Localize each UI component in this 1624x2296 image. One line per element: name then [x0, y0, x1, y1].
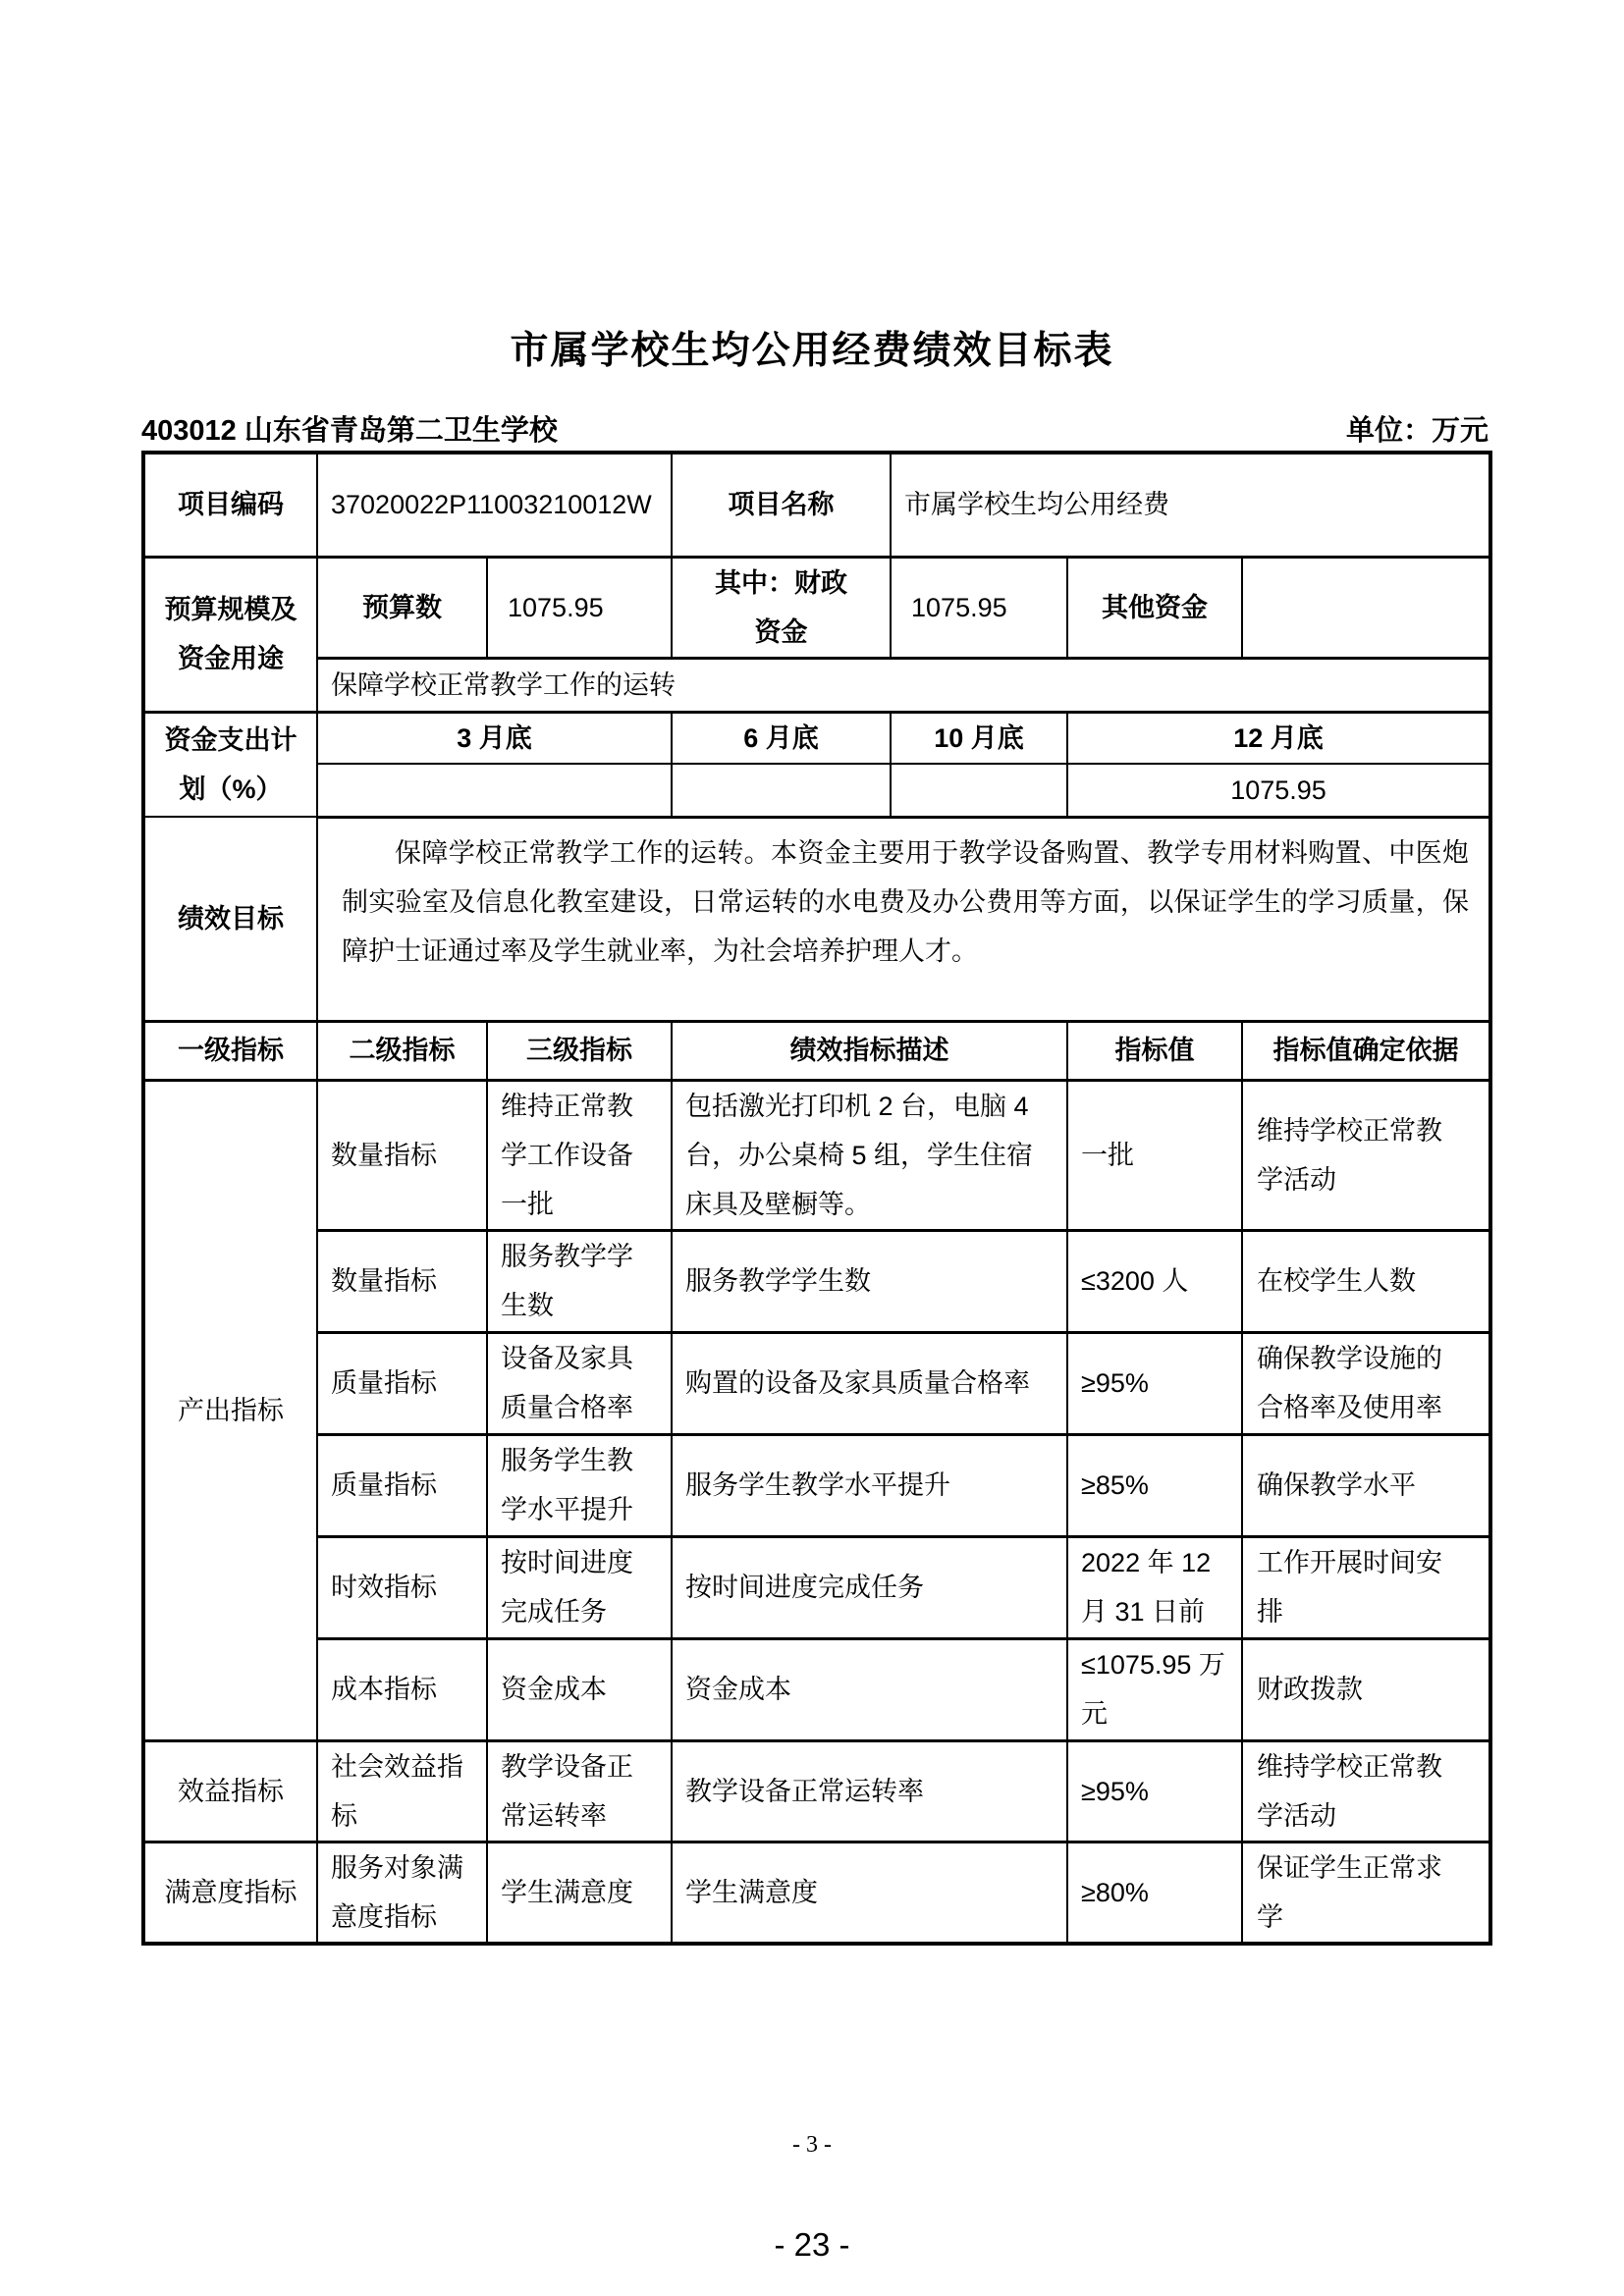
indicator-row — [143, 1080, 1490, 1230]
row-performance-goal — [143, 817, 1490, 1021]
value-cell: ≤1075.95 万元 — [1067, 1638, 1242, 1740]
level3-cell: 按时间进度完成任务 — [487, 1536, 672, 1638]
budget-label: 预算数 — [317, 557, 487, 658]
basis-cell: 财政拨款 — [1242, 1638, 1490, 1740]
level1-output: 产出指标 — [143, 1080, 317, 1740]
description-cell: 服务教学学生数 — [672, 1230, 1067, 1332]
basis-cell: 确保教学水平 — [1242, 1434, 1490, 1536]
performance-target-table — [141, 451, 1492, 1946]
header-description: 绩效指标描述 — [672, 1021, 1067, 1080]
description-cell: 购置的设备及家具质量合格率 — [672, 1332, 1067, 1434]
page-title: 市属学校生均公用经费绩效目标表 — [510, 330, 1114, 372]
level3-cell: 维持正常教学工作设备一批 — [487, 1080, 672, 1230]
value-cell: ≤3200 人 — [1067, 1230, 1242, 1332]
indicator-row — [143, 1842, 1490, 1944]
project-name-label: 项目名称 — [672, 453, 891, 557]
budget-section-label: 预算规模及资金用途 — [143, 557, 317, 712]
row-project — [143, 453, 1490, 557]
header-value: 指标值 — [1067, 1021, 1242, 1080]
fund-usage-text: 保障学校正常教学工作的运转 — [317, 658, 1490, 712]
spending-col-october: 10 月底 — [891, 712, 1067, 764]
indicator-row — [143, 1536, 1490, 1638]
basis-cell: 工作开展时间安排 — [1242, 1536, 1490, 1638]
level3-cell: 服务教学学生数 — [487, 1230, 672, 1332]
description-cell: 学生满意度 — [672, 1842, 1067, 1944]
basis-cell: 保证学生正常求学 — [1242, 1842, 1490, 1944]
description-cell: 资金成本 — [672, 1638, 1067, 1740]
performance-goal-text: 保障学校正常教学工作的运转。本资金主要用于教学设备购置、教学专用材料购置、中医炮制实验室及信息化教室建设，日常运转的水电费及办公费用等方面，以保证学生的学习质量，保障护士证通过率及学生就业率，为社会培养护理人才。 — [317, 817, 1490, 1021]
level2-cell: 数量指标 — [317, 1080, 487, 1230]
page-number-inner: - 3 - — [792, 2132, 832, 2158]
level3-cell: 设备及家具质量合格率 — [487, 1332, 672, 1434]
fiscal-funds-value: 1075.95 — [891, 557, 1067, 658]
header-basis: 指标值确定依据 — [1242, 1021, 1490, 1080]
spending-value-june — [672, 764, 891, 817]
row-indicator-headers — [143, 1021, 1490, 1080]
spending-col-june: 6 月底 — [672, 712, 891, 764]
indicator-row — [143, 1740, 1490, 1842]
project-name-value: 市属学校生均公用经费 — [891, 453, 1490, 557]
fiscal-funds-label: 其中：财政资金 — [672, 557, 891, 658]
spending-value-december: 1075.95 — [1067, 764, 1490, 817]
level2-cell: 服务对象满意度指标 — [317, 1842, 487, 1944]
level3-cell: 资金成本 — [487, 1638, 672, 1740]
project-code-value: 37020022P11003210012W — [317, 453, 672, 557]
description-cell: 服务学生教学水平提升 — [672, 1434, 1067, 1536]
performance-goal-label: 绩效目标 — [143, 817, 317, 1021]
level2-cell: 成本指标 — [317, 1638, 487, 1740]
level2-cell: 数量指标 — [317, 1230, 487, 1332]
page-number-outer: - 23 - — [774, 2226, 850, 2263]
description-cell: 教学设备正常运转率 — [672, 1740, 1067, 1842]
level1-benefit: 效益指标 — [143, 1740, 317, 1842]
basis-cell: 在校学生人数 — [1242, 1230, 1490, 1332]
subtitle-row — [141, 408, 1489, 449]
indicator-row — [143, 1332, 1490, 1434]
value-cell: ≥95% — [1067, 1740, 1242, 1842]
spending-col-december: 12 月底 — [1067, 712, 1490, 764]
spending-value-october — [891, 764, 1067, 817]
description-cell: 按时间进度完成任务 — [672, 1536, 1067, 1638]
header-level1: 一级指标 — [143, 1021, 317, 1080]
value-cell: 2022 年 12 月 31 日前 — [1067, 1536, 1242, 1638]
other-funds-value — [1242, 557, 1490, 658]
level1-satisfaction: 满意度指标 — [143, 1842, 317, 1944]
basis-cell: 维持学校正常教学活动 — [1242, 1080, 1490, 1230]
basis-cell: 维持学校正常教学活动 — [1242, 1740, 1490, 1842]
level3-cell: 学生满意度 — [487, 1842, 672, 1944]
level2-cell: 质量指标 — [317, 1332, 487, 1434]
project-code-label: 项目编码 — [143, 453, 317, 557]
value-cell: ≥85% — [1067, 1434, 1242, 1536]
basis-cell: 确保教学设施的合格率及使用率 — [1242, 1332, 1490, 1434]
row-budget — [143, 557, 1490, 658]
indicator-row — [143, 1434, 1490, 1536]
row-fund-usage — [143, 658, 1490, 712]
level3-cell: 服务学生教学水平提升 — [487, 1434, 672, 1536]
performance-table-wrapper — [141, 451, 1492, 1946]
org-code-name: 403012 山东省青岛第二卫生学校 — [141, 415, 558, 447]
indicator-row — [143, 1638, 1490, 1740]
value-cell: ≥80% — [1067, 1842, 1242, 1944]
other-funds-label: 其他资金 — [1067, 557, 1242, 658]
header-level3: 三级指标 — [487, 1021, 672, 1080]
level2-cell: 质量指标 — [317, 1434, 487, 1536]
unit-label: 单位：万元 — [1345, 415, 1489, 447]
spending-plan-label: 资金支出计划（%） — [143, 712, 317, 817]
header-level2: 二级指标 — [317, 1021, 487, 1080]
indicator-row — [143, 1230, 1490, 1332]
row-spending-headers — [143, 712, 1490, 764]
budget-value: 1075.95 — [487, 557, 672, 658]
row-spending-values — [143, 764, 1490, 817]
value-cell: ≥95% — [1067, 1332, 1242, 1434]
spending-value-march — [317, 764, 672, 817]
level3-cell: 教学设备正常运转率 — [487, 1740, 672, 1842]
value-cell: 一批 — [1067, 1080, 1242, 1230]
level2-cell: 社会效益指标 — [317, 1740, 487, 1842]
spending-col-march: 3 月底 — [317, 712, 672, 764]
description-cell: 包括激光打印机 2 台，电脑 4 台，办公桌椅 5 组，学生住宿床具及壁橱等。 — [672, 1080, 1067, 1230]
level2-cell: 时效指标 — [317, 1536, 487, 1638]
